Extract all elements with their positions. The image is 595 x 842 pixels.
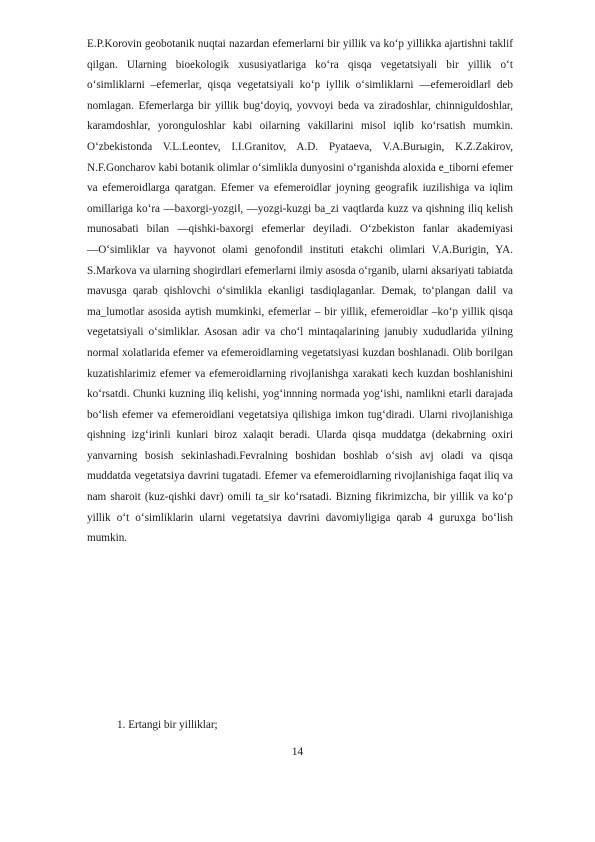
numbered-list (117, 715, 513, 736)
list-item: 1. Ertangi bir yilliklar; (117, 719, 218, 731)
page-number: 14 (291, 746, 304, 758)
body-paragraph: E.P.Korovin geobotanik nuqtai nazardan efemerlarni bir yillik va ko‘p yillikka ajartishni taklif qilgan. Ularning bioekologik xususiyatlariga ko‘ra qisqa vegetatsiyali bir yillik o‘t o‘simliklarni –efemerlar, qisqa vegetatsiyali ko‘p iyllik o‘simliklarni ―efemeroidlar‖ deb nomlagan. Efemerlarga bir yillik bug‘doyiq, yovvoyi beda va ziradoshlar, chinniguldoshlar, karamdoshlar, yoronguloshlar kabi oilarning vakillarini misol iqlib ko‘rsatish mumkin. O‘zbekistonda V.L.Leontev, I.I.Granitov, A.D. Pyataeva, V.A.Burыgin, K.Z.Zakirov, N.F.Goncharov kabi botanik olimlar o‘simlikla dunyosini o‘rganishda aloxida e_tiborni efemer va efemeroidlarga qaratgan. Efemer va efemeroidlar joyning geografik iuzilishiga va iqlim omillariga ko‘ra ―baxorgi-yozgi‖, ―yozgi-kuzgi ba_zi vaqtlarda kuzz va qishning iliq kelish munosabati bilan ―qishki-baxorgi efemerlar deyiladi. O‘zbekiston fanlar akademiyasi ―O‘simliklar va hayvonot olami genofondi‖ instituti etakchi olimlari V.A.Burigin, YA. S.Markova va ularning shogirdlari efemerlarni ilmiy asosda o‘rganib, ularni aksariyati tabiatda mavusga qarab qishlovchi o‘simlikla ekanligi tasdiqlaganlar. Demak, to‘plangan dalil va ma_lumotlar asosida aytish mumkinki, efemerlar – bir yillik, efemeroidlar –ko‘p yillik qisqa vegetatsiyali o‘simliklar. Asosan adir va cho‘l mintaqalarining janubiy xududlarida yilning normal xolatlarida efemer va efemeroidlarning vegetatsiyasi kuzdan boshlanadi. Olib borilgan kuzatishlarimiz efemer va efemeroidlarning rivojlanishga xarakati kech kuzdan boshlanishini ko‘rsatdi. Chunki kuzning iliq kelishi, yog‘innning normada yog‘ishi, namlikni etarli darajada bo‘lish efemer va efemeroidlani vegetatsiya qilishiga imkon tug‘diradi. Ularni rivojlanishiga qishning izg‘irinli kunlari biroz xalaqit beradi. Ularda qisqa muddatga (dekabrning oxiri yanvarning bosish sekinlashadi.Fevralning boshidan boshlab o‘sish avj oladi va qisqa muddatda vegetatsiya davrini tugatadi. Efemer va efemeroidlarning rivojlanishiga faqat iliq va nam sharoit (kuz-qishki davr) omili ta_sir ko‘rsatadi. Bizning fikrimizcha, bir yillik va ko‘p yillik o‘t o‘simliklarin ularni vegetatsiya davrini davomiyligiga qarab 4 guruxga bo‘lish mumkin. (87, 38, 513, 545)
